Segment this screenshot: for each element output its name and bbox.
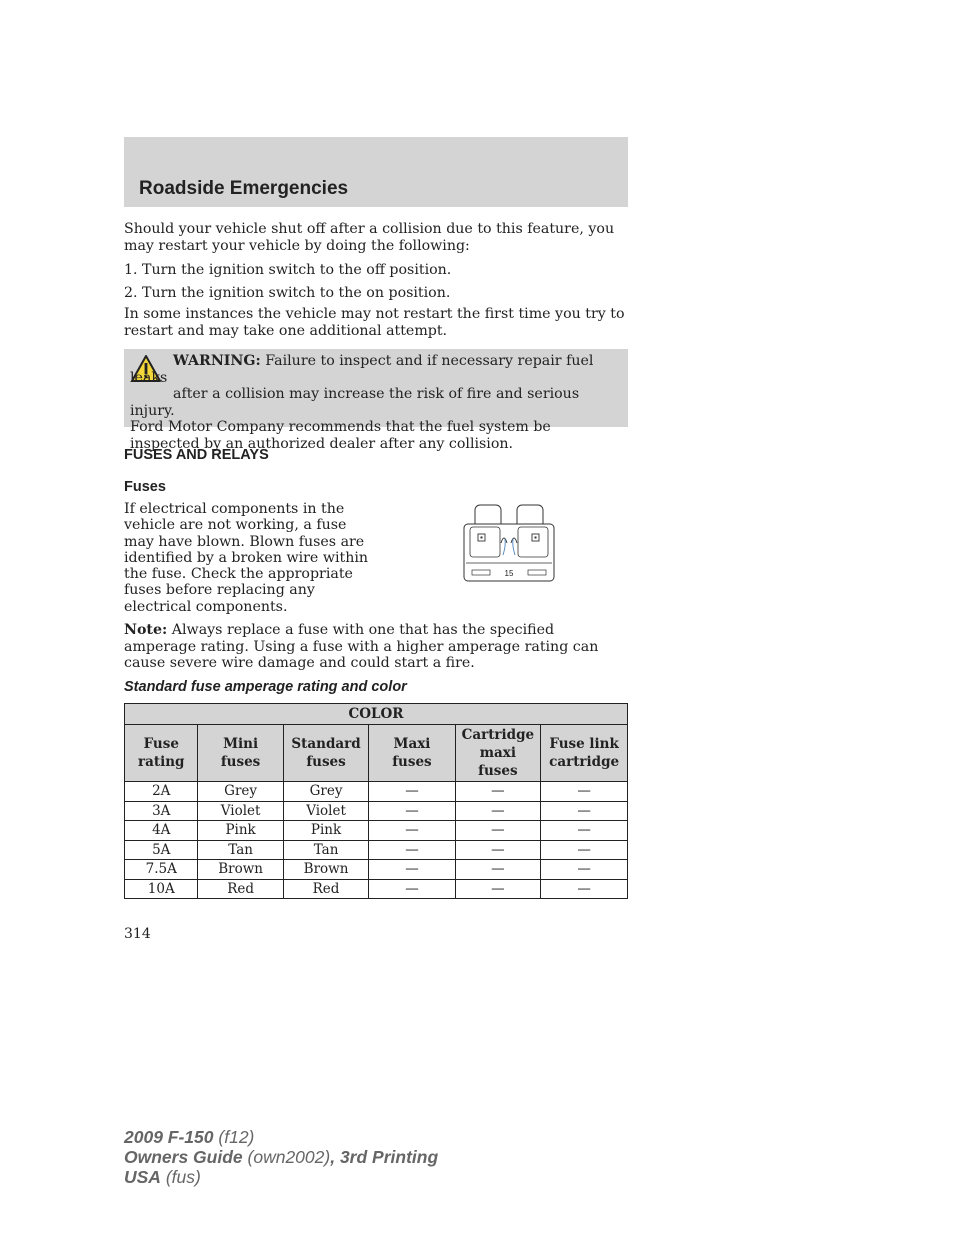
cell-mini: Pink [198,821,283,841]
cell-maxi: — [369,879,455,899]
cell-mini: Grey [198,782,283,802]
cell-maxi: — [369,860,455,880]
cell-cartridge: — [455,782,541,802]
cell-cartridge: — [455,840,541,860]
warning-text [130,353,618,452]
cell-maxi: — [369,821,455,841]
table-row [125,782,628,802]
fuse-illustration [462,503,556,583]
col-header-standard-fuses: Standard fuses [283,725,369,782]
footer-market: USA [124,1167,161,1187]
footer-guide-code: (own2002) [247,1147,331,1167]
cell-maxi: — [369,840,455,860]
footer-market-code: (fus) [165,1167,201,1187]
cell-standard: Red [283,879,369,899]
cell-rating: 2A [125,782,198,802]
restart-note: In some instances the vehicle may not restart the first time you try to restart and may take one additional attempt. [124,306,625,339]
warning-label: WARNING: [173,353,261,369]
cell-rating: 7.5A [125,860,198,880]
fuse-rating-label: 15 [504,569,514,578]
col-header-fuse-rating: Fuse rating [125,725,198,782]
cell-standard: Grey [283,782,369,802]
cell-maxi: — [369,782,455,802]
cell-mini: Brown [198,860,283,880]
warning-line-2: after a collision may increase the risk of fire and serious injury. [130,386,580,419]
amperage-note [124,622,630,672]
table-row [125,801,628,821]
subsection-heading: Fuses [124,479,166,495]
warning-line-rest: Ford Motor Company recommends that the fuel system be inspected by an authorized dealer after any collision. [130,419,551,452]
cell-rating: 5A [125,840,198,860]
cell-fuse-link: — [541,879,628,899]
cell-standard: Tan [283,840,369,860]
cell-cartridge: — [455,821,541,841]
table-row [125,860,628,880]
cell-cartridge: — [455,860,541,880]
table-row [125,840,628,860]
color-group-header: COLOR [125,704,628,725]
cell-fuse-link: — [541,840,628,860]
col-header-mini-fuses: Mini fuses [198,725,283,782]
col-header-fuse-link-cartridge: Fuse link cartridge [541,725,628,782]
table-row [125,879,628,899]
table-caption: Standard fuse amperage rating and color [124,679,407,695]
cell-fuse-link: — [541,782,628,802]
fuses-paragraph: If electrical components in the vehicle are not working, a fuse may have blown. Blown fuses are identified by a broken wire within the fuse. Check the appropriate fuses before replacing any electrical components. [124,501,369,615]
cell-mini: Red [198,879,283,899]
footer-model-code: (f12) [218,1127,255,1147]
cell-standard: Violet [283,801,369,821]
section-heading: FUSES AND RELAYS [124,447,269,463]
footer [124,1127,438,1187]
step-2: 2. Turn the ignition switch to the on position. [124,285,451,301]
warning-box [124,349,628,452]
cell-cartridge: — [455,879,541,899]
cell-rating: 10A [125,879,198,899]
cell-mini: Tan [198,840,283,860]
col-header-cartridge-maxi-fuses: Cartridge maxi fuses [455,725,541,782]
intro-paragraph: Should your vehicle shut off after a collision due to this feature, you may restart your vehicle by doing the following: [124,221,615,254]
cell-standard: Brown [283,860,369,880]
cell-maxi: — [369,801,455,821]
cell-fuse-link: — [541,821,628,841]
footer-model: 2009 F-150 [124,1127,214,1147]
fuse-color-table [124,703,628,899]
page-number: 314 [124,926,151,942]
cell-fuse-link: — [541,801,628,821]
col-header-maxi-fuses: Maxi fuses [369,725,455,782]
cell-rating: 3A [125,801,198,821]
footer-printing: , 3rd Printing [330,1147,439,1167]
table-row [125,821,628,841]
cell-mini: Violet [198,801,283,821]
cell-fuse-link: — [541,860,628,880]
step-1: 1. Turn the ignition switch to the off position. [124,262,452,278]
note-text: Always replace a fuse with one that has the specified amperage rating. Using a fuse with a higher amperage rating can cause severe wire damage and could start a fire. [124,622,599,671]
footer-guide: Owners Guide [124,1147,243,1167]
cell-cartridge: — [455,801,541,821]
cell-standard: Pink [283,821,369,841]
note-label: Note: [124,622,168,638]
cell-rating: 4A [125,821,198,841]
warning-line-1: Failure to inspect and if necessary repair fuel leaks [130,353,594,386]
page-title: Roadside Emergencies [139,178,349,199]
